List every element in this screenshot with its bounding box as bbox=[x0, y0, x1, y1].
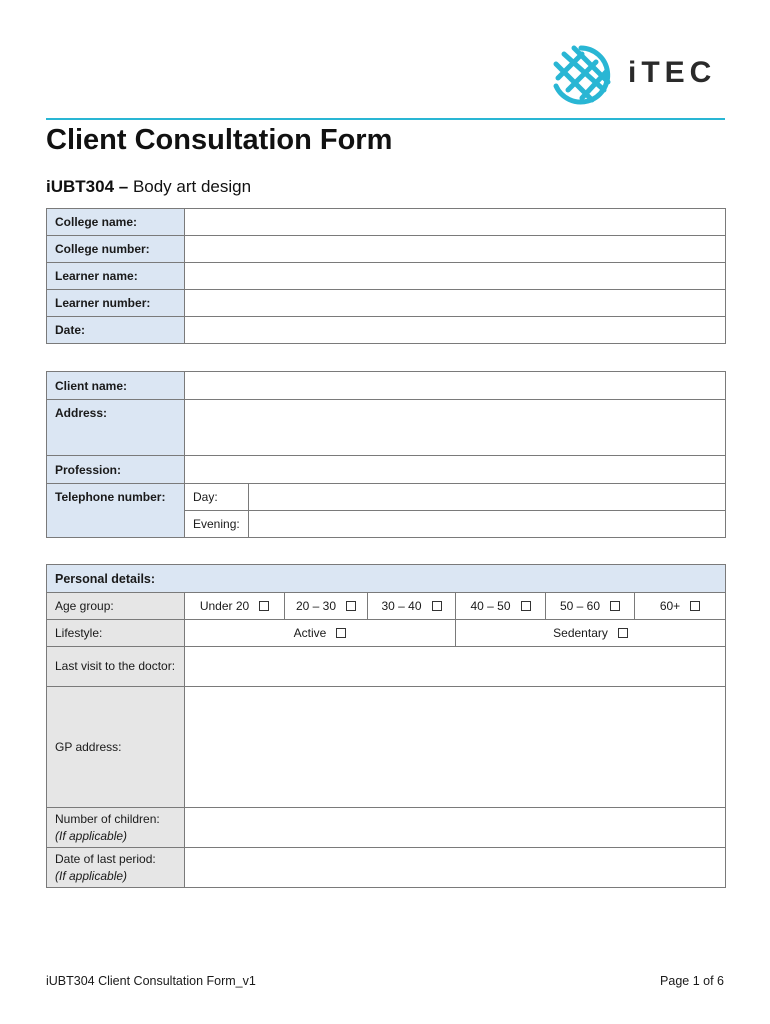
age-option-label: 50 – 60 bbox=[559, 599, 601, 613]
personal-details-header: Personal details: bbox=[47, 565, 726, 593]
age-option-40-50[interactable] bbox=[456, 593, 546, 620]
age-option-label: 40 – 50 bbox=[470, 599, 511, 613]
age-group-label: Age group: bbox=[47, 593, 185, 620]
checkbox[interactable] bbox=[346, 601, 356, 611]
page-title: Client Consultation Form bbox=[46, 124, 393, 156]
itec-globe-icon bbox=[548, 42, 614, 108]
unit-name: Body art design bbox=[132, 177, 252, 196]
last-period-label-text: Date of last period: bbox=[55, 851, 156, 866]
children-label bbox=[47, 808, 185, 848]
checkbox[interactable] bbox=[336, 628, 346, 638]
college-name-label: College name: bbox=[47, 209, 185, 236]
date-field[interactable] bbox=[185, 317, 726, 344]
learner-number-field[interactable] bbox=[185, 290, 726, 317]
client-details-table bbox=[46, 371, 726, 538]
personal-details-table bbox=[46, 564, 726, 888]
lifestyle-option-active[interactable] bbox=[185, 620, 456, 647]
age-option-label: Under 20 bbox=[199, 599, 250, 613]
evening-label: Evening: bbox=[185, 511, 249, 538]
learner-name-label: Learner name: bbox=[47, 263, 185, 290]
learner-number-label: Learner number: bbox=[47, 290, 185, 317]
telephone-label: Telephone number: bbox=[47, 484, 185, 538]
unit-code: iUBT304 – bbox=[46, 177, 129, 196]
last-visit-field[interactable] bbox=[185, 647, 726, 687]
children-note: (If applicable) bbox=[55, 828, 128, 843]
profession-field[interactable] bbox=[185, 456, 726, 484]
checkbox[interactable] bbox=[521, 601, 531, 611]
college-name-field[interactable] bbox=[185, 209, 726, 236]
page-subtitle bbox=[46, 177, 251, 197]
last-period-note: (If applicable) bbox=[55, 868, 128, 883]
gp-address-field[interactable] bbox=[185, 687, 726, 808]
last-period-label bbox=[47, 848, 185, 888]
children-field[interactable] bbox=[185, 808, 726, 848]
checkbox[interactable] bbox=[259, 601, 269, 611]
college-number-label: College number: bbox=[47, 236, 185, 263]
age-option-20-30[interactable] bbox=[285, 593, 368, 620]
age-option-30-40[interactable] bbox=[368, 593, 456, 620]
checkbox[interactable] bbox=[610, 601, 620, 611]
college-number-field[interactable] bbox=[185, 236, 726, 263]
address-field[interactable] bbox=[185, 400, 726, 456]
learner-name-field[interactable] bbox=[185, 263, 726, 290]
age-option-under-20[interactable] bbox=[185, 593, 285, 620]
evening-phone-field[interactable] bbox=[249, 511, 726, 538]
client-name-field[interactable] bbox=[185, 372, 726, 400]
children-label-text: Number of children: bbox=[55, 811, 160, 826]
age-option-label: 30 – 40 bbox=[381, 599, 422, 613]
checkbox[interactable] bbox=[690, 601, 700, 611]
footer-document-name: iUBT304 Client Consultation Form_v1 bbox=[46, 974, 256, 988]
date-label: Date: bbox=[47, 317, 185, 344]
lifestyle-option-label: Active bbox=[293, 626, 327, 640]
itec-logo bbox=[548, 42, 728, 108]
age-option-label: 20 – 30 bbox=[295, 599, 337, 613]
lifestyle-option-sedentary[interactable] bbox=[456, 620, 726, 647]
itec-logo-text: iTEC bbox=[628, 56, 717, 89]
last-visit-label: Last visit to the doctor: bbox=[47, 647, 185, 687]
age-option-50-60[interactable] bbox=[546, 593, 635, 620]
day-phone-field[interactable] bbox=[249, 484, 726, 511]
day-label: Day: bbox=[185, 484, 249, 511]
college-details-table bbox=[46, 208, 726, 344]
checkbox[interactable] bbox=[618, 628, 628, 638]
address-label: Address: bbox=[47, 400, 185, 456]
header-rule bbox=[46, 118, 725, 120]
age-option-label: 60+ bbox=[659, 599, 681, 613]
lifestyle-label: Lifestyle: bbox=[47, 620, 185, 647]
age-option-60-plus[interactable] bbox=[635, 593, 726, 620]
footer-page-number: Page 1 of 6 bbox=[660, 974, 724, 988]
client-name-label: Client name: bbox=[47, 372, 185, 400]
checkbox[interactable] bbox=[432, 601, 442, 611]
gp-address-label: GP address: bbox=[47, 687, 185, 808]
last-period-field[interactable] bbox=[185, 848, 726, 888]
lifestyle-option-label: Sedentary bbox=[553, 626, 608, 640]
profession-label: Profession: bbox=[47, 456, 185, 484]
